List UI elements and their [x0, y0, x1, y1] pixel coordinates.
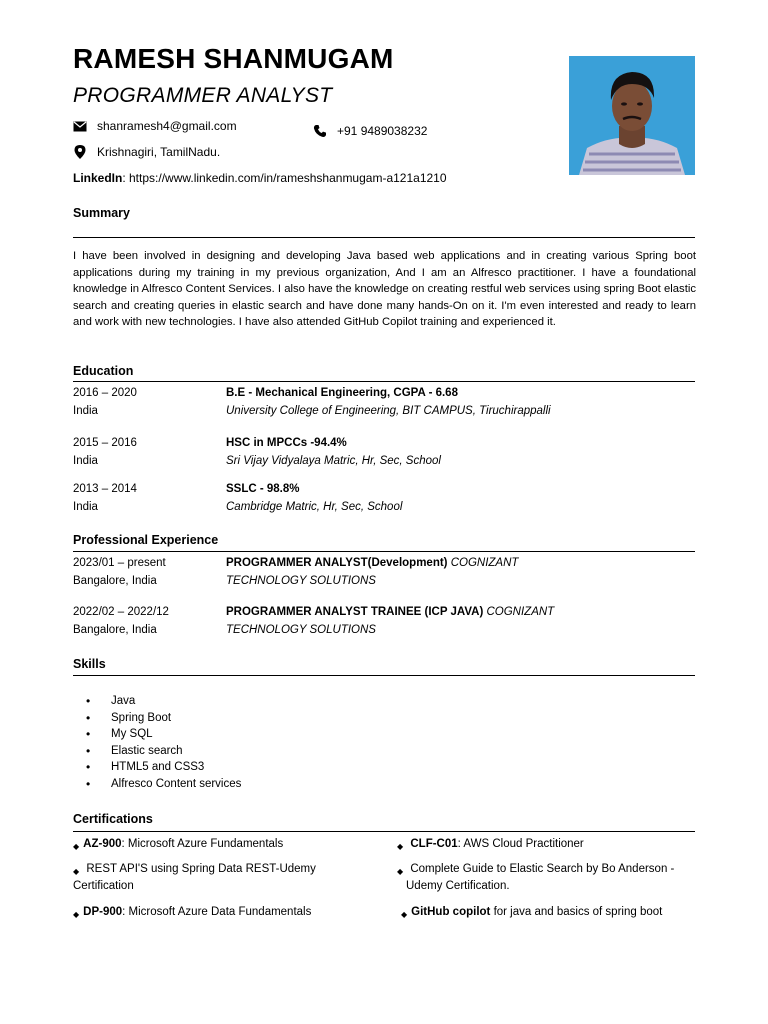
experience-dates: 2022/02 – 2022/12 [73, 606, 169, 618]
location-contact [73, 145, 220, 159]
experience-place: Bangalore, India [73, 623, 157, 636]
linkedin-url[interactable]: : https://www.linkedin.com/in/rameshshanmugam-a121a1210 [122, 171, 447, 185]
email-text[interactable]: shanramesh4@gmail.com [97, 119, 237, 133]
experience-place: Bangalore, India [73, 574, 157, 587]
experience-company-line2: TECHNOLOGY SOLUTIONS [226, 623, 376, 636]
experience-heading: Professional Experience [73, 533, 219, 547]
education-school: Cambridge Matric, Hr, Sec, School [226, 500, 403, 513]
summary-text: I have been involved in designing and developing Java based web applications and in creating various Spring boot applications during my training in my previous organization, And I am an Alfresco practitioner. I have a foundational knowledge in Alfresco Content Services. I also have the knowledge on creating restful web services using spring Boot elastic search and creating queries in elastic search and have done many hands-On on it. I'm even interested and ready to learn and work with new technologies. I have also attended GitHub Copilot training and experienced it. [73, 250, 696, 329]
cert-item [401, 904, 662, 921]
education-school: Sri Vijay Vidyalaya Matric, Hr, Sec, School [226, 454, 441, 467]
experience-divider [73, 551, 695, 552]
skill-item: • Elastic search [86, 743, 241, 760]
cert-title: : Microsoft Azure Fundamentals [121, 838, 284, 850]
bullet-icon: ◆ [73, 910, 80, 919]
profile-photo [569, 56, 695, 175]
experience-company-line2: TECHNOLOGY SOLUTIONS [226, 574, 376, 587]
cert-title: Complete Guide to Elastic Search by Bo Anderson - [410, 863, 675, 875]
envelope-icon [73, 119, 87, 133]
education-place: India [73, 404, 98, 417]
cert-title: : Microsoft Azure Data Fundamentals [122, 906, 312, 918]
cert-title-line2: Certification [73, 880, 134, 892]
linkedin-label: LinkedIn [73, 171, 123, 185]
education-place: India [73, 500, 98, 513]
skill-item: • HTML5 and CSS3 [86, 759, 241, 776]
summary-heading: Summary [73, 206, 130, 220]
education-years: 2013 – 2014 [73, 483, 137, 495]
phone-text[interactable]: +91 9489038232 [337, 124, 428, 138]
bullet-icon: ◆ [401, 910, 408, 919]
bullet-icon: ◆ [397, 867, 404, 876]
education-heading: Education [73, 364, 134, 378]
experience-dates: 2023/01 – present [73, 557, 166, 569]
experience-company: COGNIZANT [450, 557, 519, 569]
skill-item: • Java [86, 693, 241, 710]
bullet-icon: ◆ [397, 842, 404, 851]
education-divider [73, 381, 695, 382]
education-school: University College of Engineering, BIT CAMPUS, Tiruchirappalli [226, 404, 551, 417]
education-years: 2015 – 2016 [73, 437, 137, 449]
bullet-icon: ◆ [73, 867, 80, 876]
linkedin-line [73, 171, 447, 185]
cert-code: DP-900 [83, 906, 123, 918]
cert-item [73, 861, 373, 895]
map-pin-icon [73, 145, 87, 159]
cert-title: REST API'S using Spring Data REST-Udemy [86, 863, 316, 875]
certifications-heading: Certifications [73, 812, 153, 826]
certifications-divider [73, 831, 695, 832]
cert-code: CLF-C01 [410, 838, 458, 850]
cert-item [397, 861, 697, 895]
skill-item: • Spring Boot [86, 710, 241, 727]
skills-list [86, 693, 241, 793]
skill-item: • My SQL [86, 726, 241, 743]
phone-icon [313, 124, 327, 138]
cert-title: for java and basics of spring boot [490, 906, 663, 918]
education-degree: B.E - Mechanical Engineering, CGPA - 6.68 [226, 387, 458, 399]
cert-title-line2: Udemy Certification. [406, 880, 510, 892]
candidate-role: PROGRAMMER ANALYST [73, 84, 333, 107]
skill-item: • Alfresco Content services [86, 776, 241, 793]
cert-item [73, 836, 283, 853]
education-years: 2016 – 2020 [73, 387, 137, 399]
cert-title: : AWS Cloud Practitioner [457, 838, 584, 850]
education-degree: SSLC - 98.8% [226, 483, 300, 495]
experience-role: PROGRAMMER ANALYST(Development) [226, 557, 448, 569]
cert-item [397, 836, 584, 853]
cert-code: AZ-900 [83, 838, 122, 850]
cert-code: GitHub copilot [411, 906, 491, 918]
cert-item [73, 904, 311, 921]
experience-role: PROGRAMMER ANALYST TRAINEE (ICP JAVA) [226, 606, 484, 618]
skills-heading: Skills [73, 657, 106, 671]
bullet-icon: ◆ [73, 842, 80, 851]
summary-divider [73, 237, 695, 238]
location-text: Krishnagiri, TamilNadu. [97, 145, 221, 159]
education-degree: HSC in MPCCs -94.4% [226, 437, 347, 449]
phone-contact [313, 124, 427, 138]
skills-divider [73, 675, 695, 676]
email-contact [73, 119, 237, 133]
education-place: India [73, 454, 98, 467]
candidate-name: RAMESH SHANMUGAM [73, 43, 394, 74]
experience-company: COGNIZANT [486, 606, 555, 618]
